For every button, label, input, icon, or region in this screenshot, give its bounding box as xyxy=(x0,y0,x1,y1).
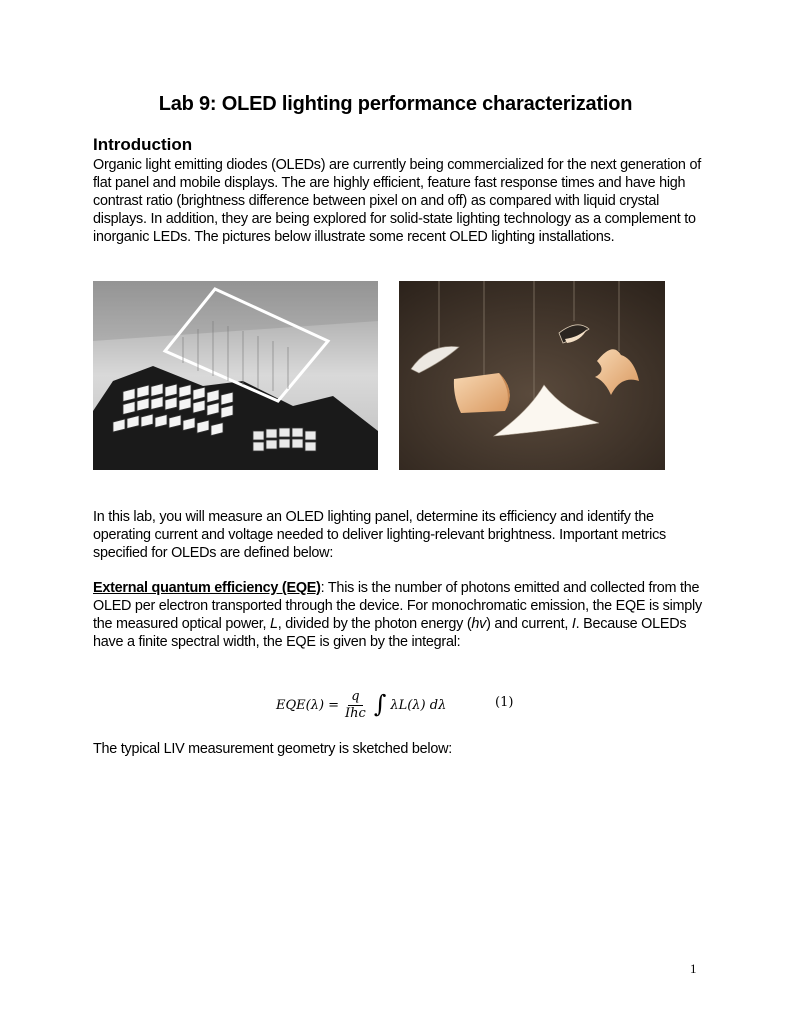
equation-denominator: Ihc xyxy=(345,705,366,721)
equation-numerator: q xyxy=(348,689,362,706)
lab-overview-paragraph: In this lab, you will measure an OLED lighting panel, determine its efficiency and identify the operating current and voltage needed to deliver lighting-relevant brightness. Important metrics specified for OLEDs are defined below: xyxy=(93,509,666,561)
equation-fraction xyxy=(342,689,369,722)
equation-number: (1) xyxy=(495,695,514,710)
intro-paragraph: Organic light emitting diodes (OLEDs) are currently being commercialized for the next generation of flat panel and mobile displays. The are highly efficient, feature fast response times and have high contrast ratio (brightness difference between pixel on and off) as compared with liquid crystal displays. In addition, they are being explored for solid-state lighting technology as a complement to inorganic LEDs. The pictures below illustrate some recent OLED lighting installations. xyxy=(93,157,701,245)
variable-hv: hv xyxy=(471,616,487,632)
eqe-term: External quantum efficiency (EQE) xyxy=(93,580,321,596)
section-heading: Introduction xyxy=(93,135,193,154)
oled-installation-photo-right xyxy=(399,281,665,470)
integral-sign: ∫ xyxy=(373,690,387,718)
variable-L: L xyxy=(270,616,278,632)
page-number: 1 xyxy=(690,961,697,976)
oled-installation-photo-left xyxy=(93,281,378,470)
equation-lhs: EQE(λ) = xyxy=(276,697,340,713)
eqe-definition-paragraph: External quantum efficiency (EQE): This is the number of photons emitted and collected from the OLED per electron transported through the device. For monochromatic emission, the EQE is simply the measured optical power, L, divided by the photon energy (hv) and current, I. Because OLEDs have a finite spectral width, the EQE is given by the integral: xyxy=(93,580,702,650)
eqe-equation xyxy=(276,683,446,727)
page-title: Lab 9: OLED lighting performance characterization xyxy=(158,93,633,115)
equation-integrand: λL(λ) dλ xyxy=(390,697,447,713)
variable-I: I xyxy=(571,616,576,632)
geometry-sentence: The typical LIV measurement geometry is sketched below: xyxy=(93,741,452,757)
